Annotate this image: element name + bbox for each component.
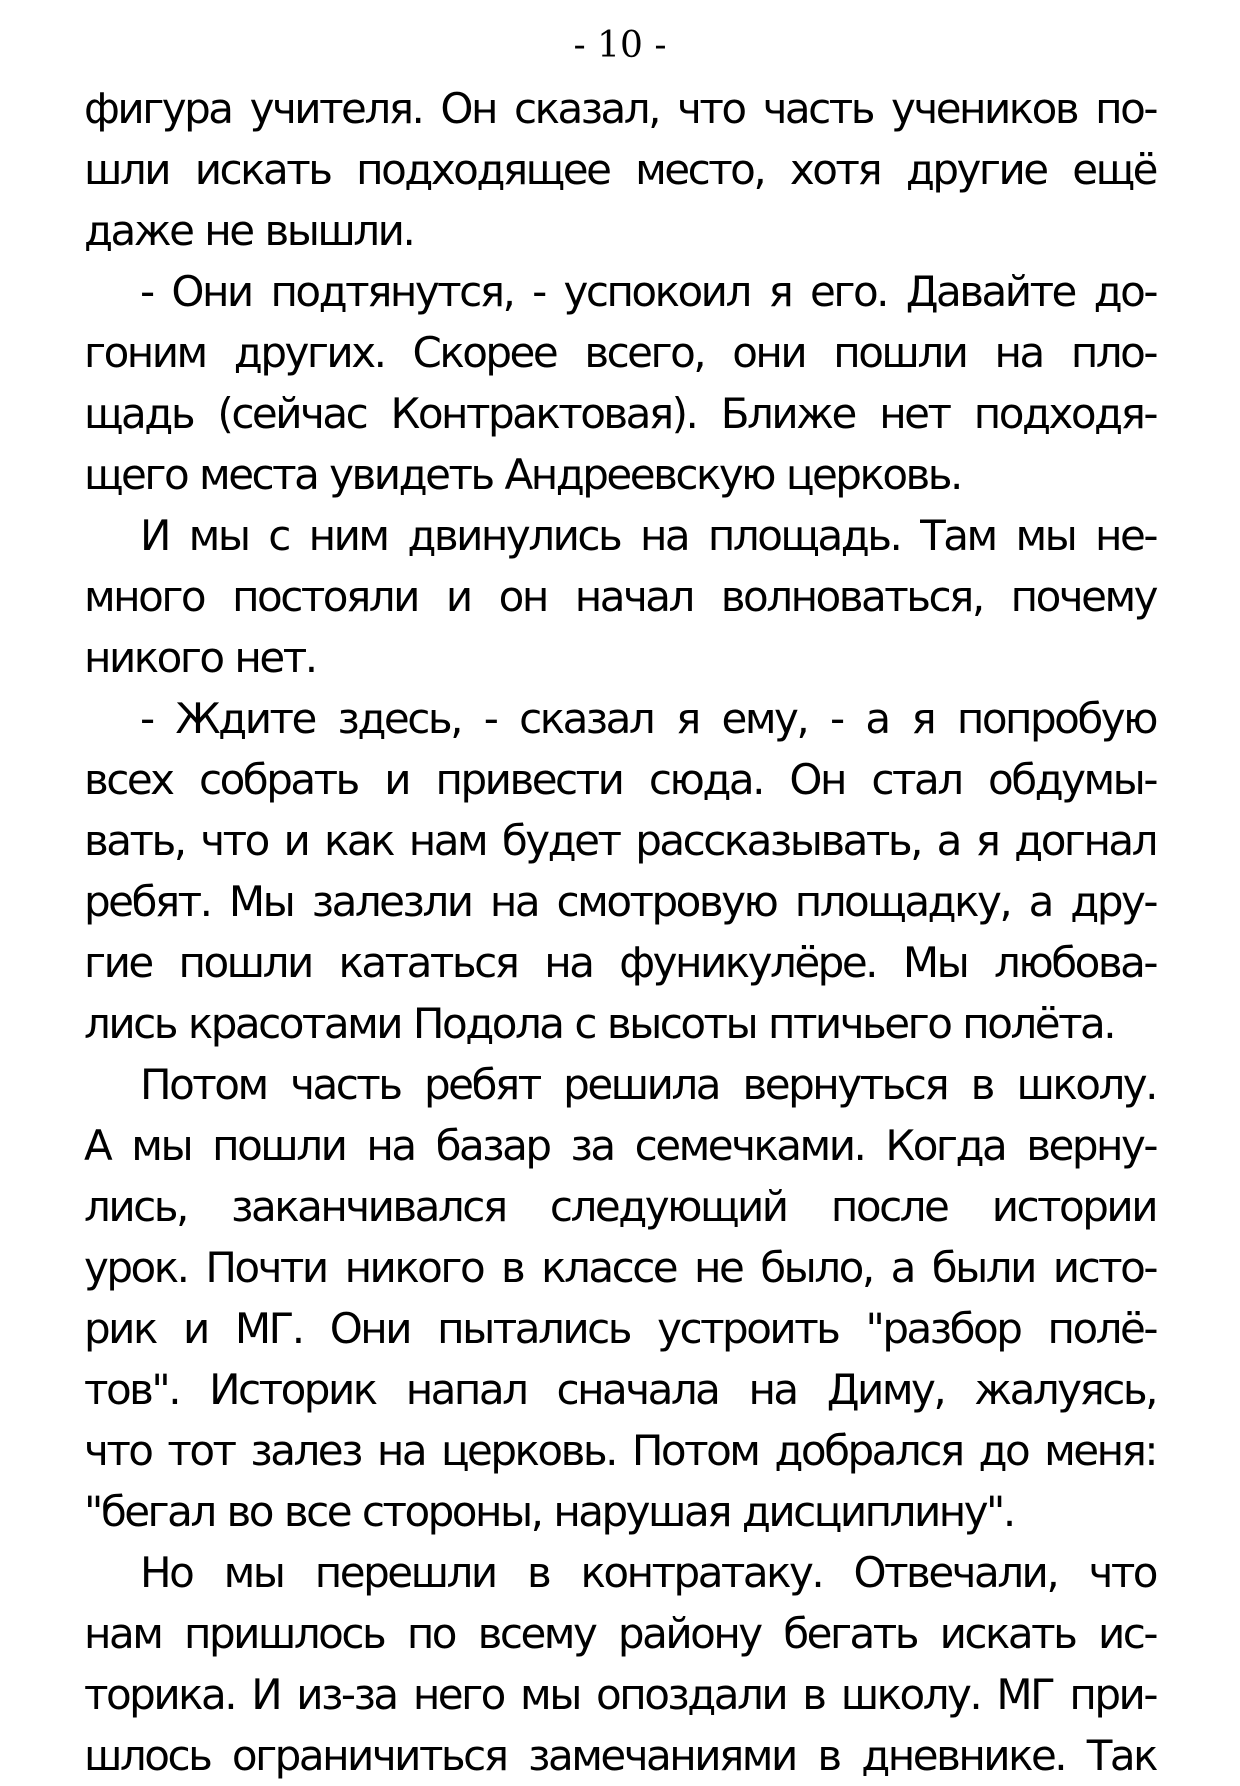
text-line: много постояли и он начал волноваться, почему	[84, 572, 1156, 621]
paragraph	[84, 1054, 1156, 1542]
text-line: тов". Историк напал сначала на Диму, жалуясь,	[84, 1365, 1156, 1414]
text-line: гоним других. Скорее всего, они пошли на пло-	[84, 328, 1156, 377]
text-line: рик и МГ. Они пытались устроить "разбор полё-	[84, 1304, 1156, 1353]
text-line: - Они подтянутся, - успокоил я его. Давайте до-	[140, 267, 1156, 316]
paragraph	[84, 505, 1156, 688]
text-line: щего места увидеть Андреевскую церковь.	[84, 450, 961, 499]
text-line: вать, что и как нам будет рассказывать, а я догнал	[84, 816, 1156, 865]
text-line: что тот залез на церковь. Потом добрался до меня:	[84, 1426, 1156, 1475]
text-line: лись, заканчивался следующий после истории	[84, 1182, 1156, 1231]
text-line: лись красотами Подола с высоты птичьего полёта.	[84, 999, 1115, 1048]
text-line: А мы пошли на базар за семечками. Когда верну-	[84, 1121, 1156, 1170]
text-line: нам пришлось по всему району бегать искать ис-	[84, 1609, 1156, 1658]
text-line: И мы с ним двинулись на площадь. Там мы не-	[140, 511, 1156, 560]
paragraph	[84, 78, 1156, 261]
paragraph	[84, 1542, 1156, 1786]
text-line: шлось ограничиться замечаниями в дневнике. Так	[84, 1731, 1156, 1780]
text-line: Потом часть ребят решила вернуться в школу.	[140, 1060, 1156, 1109]
text-line: никого нет.	[84, 633, 316, 682]
text-line: даже не вышли.	[84, 206, 414, 255]
page-number: - 10 -	[573, 25, 667, 66]
text-line: фигура учителя. Он сказал, что часть учеников по-	[84, 84, 1156, 133]
body-text	[84, 78, 1156, 1786]
text-line: торика. И из-за него мы опоздали в школу. МГ при-	[84, 1670, 1156, 1719]
text-line: всех собрать и привести сюда. Он стал обдумы-	[84, 755, 1156, 804]
paragraph	[84, 688, 1156, 1054]
text-line: ребят. Мы залезли на смотровую площадку, а дру-	[84, 877, 1156, 926]
text-line: Но мы перешли в контратаку. Отвечали, что	[140, 1548, 1156, 1597]
text-line: щадь (сейчас Контрактовая). Ближе нет подходя-	[84, 389, 1156, 438]
text-line: "бегал во все стороны, нарушая дисциплину".	[84, 1487, 1014, 1536]
text-line: урок. Почти никого в классе не было, а были исто-	[84, 1243, 1156, 1292]
text-line: - Ждите здесь, - сказал я ему, - а я попробую	[140, 694, 1156, 743]
paragraph	[84, 261, 1156, 505]
text-line: шли искать подходящее место, хотя другие ещё	[84, 145, 1156, 194]
text-line: гие пошли кататься на фуникулёре. Мы любова-	[84, 938, 1156, 987]
